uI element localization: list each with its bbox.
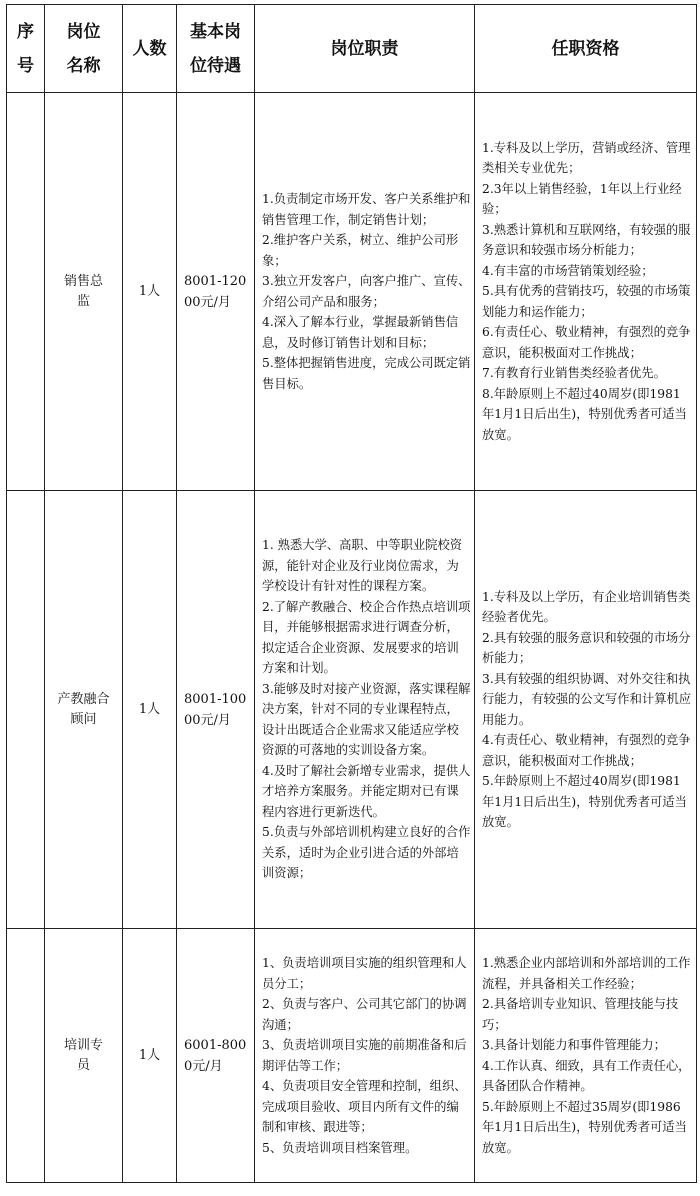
duty-item: 5.负责与外部培训机构建立良好的合作关系，适时为企业引进合适的外部培训资源； (262, 825, 471, 881)
qualification-item: 3.熟悉计算机和互联网络，有较强的服务意识和较强市场分析能力； (482, 222, 691, 258)
table-row (7, 93, 697, 491)
duty-item: 5、负责培训项目档案管理。 (262, 1140, 418, 1155)
duties-cell (255, 93, 475, 491)
qualifications-cell (475, 929, 697, 1183)
qualification-item: 2.具有较强的服务意识和较强的市场分析能力； (482, 630, 691, 665)
count-cell: 1人 (123, 491, 177, 929)
salary-cell: 8001-12000元/月 (177, 93, 255, 491)
job-positions-table (6, 4, 697, 1183)
qualification-item: 4.工作认真、细致，具有工作责任心，具备团队合作精神。 (482, 1058, 691, 1093)
qualification-item: 8.年龄原则上不超过40周岁(即1981年1月1日后出生)，特别优秀者可适当放宽。 (482, 386, 687, 442)
header-salary: 基本岗位待遇 (177, 5, 255, 93)
qualification-item: 1.专科及以上学历，有企业培训销售类经验者优先。 (482, 589, 691, 624)
duty-item: 2.了解产教融合、校企合作热点培训项目，并能够根据需求进行调查分析，拟定适合企业资源、发展要求的培训方案和计划。 (262, 599, 471, 676)
duty-item: 2.维护客户关系，树立、维护公司形象； (262, 233, 459, 268)
duties-cell (255, 491, 475, 929)
table-row (7, 929, 697, 1183)
salary-cell: 8001-10000元/月 (177, 491, 255, 929)
qualification-item: 1.熟悉企业内部培训和外部培训的工作流程，并具备相关工作经验； (482, 956, 691, 991)
position-name-cell: 培训专员 (45, 929, 123, 1183)
header-row (7, 5, 697, 93)
count-cell: 1人 (123, 929, 177, 1183)
duties-cell (255, 929, 475, 1183)
duty-item: 3.独立开发客户，向客户推广、宣传、介绍公司产品和服务； (262, 274, 471, 309)
qualification-item: 2.具备培训专业知识、管理技能与技巧； (482, 997, 679, 1032)
qualifications-cell (475, 93, 697, 491)
seq-cell (7, 491, 45, 929)
header-duties: 岗位职责 (255, 5, 475, 93)
qualification-item: 3.具备计划能力和事件管理能力； (482, 1038, 666, 1052)
count-cell: 1人 (123, 93, 177, 491)
qualification-item: 3.具有较强的组织协调、对外交往和执行能力，有较强的公文写作和计算机应用能力。 (482, 671, 692, 727)
header-qualifications: 任职资格 (475, 5, 697, 93)
qualification-item: 4.有责任心、敬业精神，有强烈的竞争意识，能积极面对工作挑战； (482, 733, 691, 768)
header-count: 人数 (123, 5, 177, 93)
qualification-item: 5.年龄原则上不超过40周岁(即1981年1月1日后出生)，特别优秀者可适当放宽。 (482, 774, 687, 829)
qualification-item: 5.具有优秀的营销技巧，较强的市场策划能力和运作能力； (482, 284, 691, 319)
salary-cell: 6001-8000元/月 (177, 929, 255, 1183)
qualification-item: 6.有责任心、敬业精神，有强烈的竞争意识，能积极面对工作挑战； (482, 325, 691, 360)
duty-item: 1.负责制定市场开发、客户关系维护和销售管理工作，制定销售计划； (262, 192, 471, 227)
position-name-cell: 销售总监 (45, 93, 123, 491)
seq-cell (7, 93, 45, 491)
qualification-item: 4.有丰富的市场营销策划经验； (482, 263, 654, 278)
qualification-item: 5.年龄原则上不超过35周岁(即1986年1月1日后出生)，特别优秀者可适当放宽。 (482, 1099, 687, 1155)
position-name-cell: 产教融合顾问 (45, 491, 123, 929)
seq-cell (7, 929, 45, 1183)
header-position: 岗位名称 (45, 5, 123, 93)
duty-item: 4.及时了解社会新增专业需求，提供人才培养方案服务。并能定期对已有课程内容进行更新迭代。 (262, 763, 471, 819)
duty-item: 4、负责项目安全管理和控制，组织、完成项目验收、项目内所有文件的编制和审核、跟进等； (262, 1079, 467, 1134)
qualification-item: 7.有教育行业销售类经验者优先。 (482, 366, 666, 381)
duty-item: 1. 熟悉大学、高职、中等职业院校资源，能针对企业及行业岗位需求，为学校设计有针对性的课程方案。 (262, 538, 463, 594)
header-seq: 序号 (7, 5, 45, 93)
duty-item: 3.能够及时对接产业资源，落实课程解决方案，针对不同的专业课程特点，设计出既适合企业需求又能适应学校资源的可落地的实训设备方案。 (262, 681, 471, 758)
duty-item: 2、负责与客户、公司其它部门的协调沟通； (262, 997, 467, 1032)
duty-item: 5.整体把握销售进度，完成公司既定销售目标。 (262, 356, 471, 391)
qualification-item: 2.3年以上销售经验，1年以上行业经验； (482, 181, 682, 217)
duty-item: 4.深入了解本行业，掌握最新销售信息，及时修订销售计划和目标； (262, 315, 459, 350)
duty-item: 1、负责培训项目实施的组织管理和人员分工； (262, 956, 467, 991)
table-row (7, 491, 697, 929)
qualification-item: 1.专科及以上学历，营销或经济、管理类相关专业优先； (482, 140, 691, 176)
qualifications-cell (475, 491, 697, 929)
duty-item: 3、负责培训项目实施的前期准备和后期评估等工作； (262, 1038, 467, 1073)
